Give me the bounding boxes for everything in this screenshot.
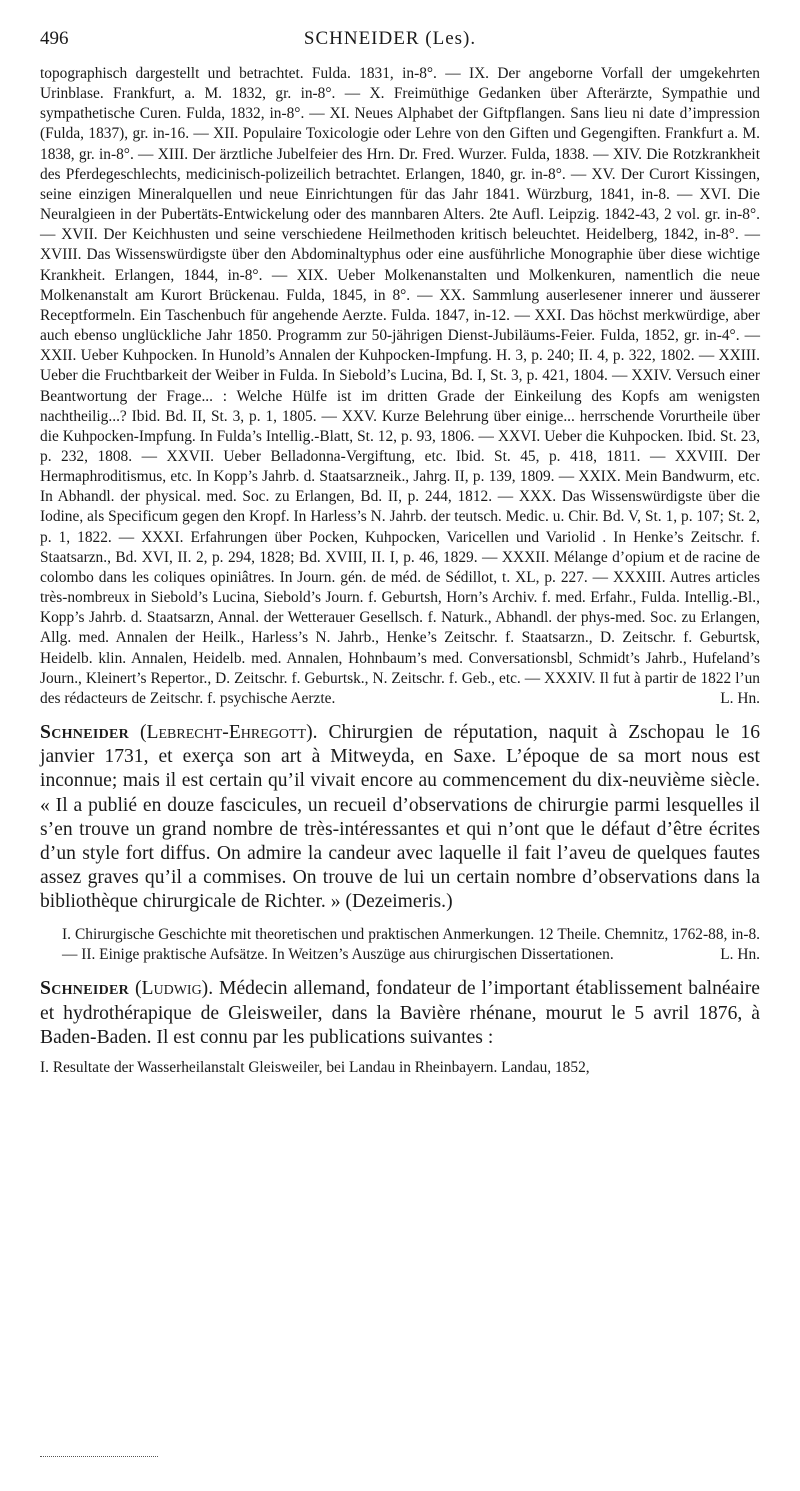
entry-ludwig-paragraph	[40, 977, 760, 1050]
entry-body: Médecin allemand, fondateur de l’important établissement balnéaire et hydrothérapique de Gleisweiler, dans la Bavière rhénane, mourut le 5 avril 1876, à Baden-Baden. Il est connu par les publications suivantes :	[40, 978, 760, 1048]
entry-body: Chirurgien de réputation, naquit à Zschopau le 16 janvier 1731, et exerça son art à Mitweyda, en Saxe. L’époque de sa mort nous est inconnue; mais il est certain qu’il vivait encore au commencement du dix-neuvième siècle. « Il a publié en douze fascicules, un recueil d’observations de chirurgie parmi lesquelles il s’en trouve un grand nombre de très-intéressantes et qui n’ont que le défaut d’être écrites d’un style fort diffus. On admire la candeur avec laquelle il fait l’aveu de quelques fautes assez graves qu’il a commises. On trouve de lui un certain nombre d’observations dans la bibliothèque chirurgicale de Richter. » (Dezeimeris.)	[40, 722, 760, 913]
author-signature: L. Hn.	[720, 946, 760, 964]
entry-ludwig	[40, 977, 760, 1050]
bibliography-text: topographisch dargestellt und betrachtet. Fulda. 1831, in-8°. — IX. Der angeborne Vorfall der umgekehrten Urinblase. Frankfurt, a. M. 1832, gr. in-8°. — X. Freimüthige Gedanken über Afterärzte, Sympathie und sympathetische Curen. Fulda, 1832, in-8°. — XI. Neues Alphabet der Giftpflangen. Sans lieu ni date d’impression (Fulda, 1837), gr. in-16. — XII. Populaire Toxicologie oder Lehre von den Giften und Gegengiften. Frankfurt a. M. 1838, gr. in-8°. — XIII. Der ärztliche Jubelfeier des Hrn. Dr. Fred. Wurzer. Fulda, 1838. — XIV. Die Rotzkrankheit des Pferdegeschlechts, medicinisch-polizeilich betrachtet. Erlangen, 1840, gr. in-8°. — XV. Der Curort Kissingen, seine einzigen Mineralquellen und neue Einrichtungen für das Jahr 1841. Würzburg, 1841, in-8. — XVI. Die Neuralgieen in der Pubertäts-Entwickelung oder des mannbaren Alters. 2te Aufl. Leipzig. 1842-43, 2 vol. gr. in-8°. — XVII. Der Keichhusten und seine verschiedene Heilmethoden kritisch beleuchtet. Heidelberg, 1842, in-8°. — XVIII. Das Wissenswürdigste über den Abdominaltyphus oder eine ausführliche Monographie über diese wichtige Krankheit. Erlangen, 1844, in-8°. — XIX. Ueber Molkenanstalten und Molkenkuren, namentlich die neue Molkenanstalt am Kurort Brückenau. Fulda, 1845, in 8°. — XX. Sammlung auserlesener innerer und äusserer Receptformeln. Ein Taschenbuch für angehende Aerzte. Fulda. 1847, in-12. — XXI. Das höchst merkwürdige, aber auch ebenso unglückliche Jahr 1850. Programm zur 50-jährigen Dienst-Jubiläums-Feier. Fulda, 1852, gr. in-4°. — XXII. Ueber Kuhpocken. In Hunold’s Annalen der Kuhpocken-Impfung. H. 3, p. 240; II. 4, p. 322, 1802. — XXIII. Ueber die Fruchtbarkeit der Weiber in Fulda. In Siebold’s Lucina, Bd. I, St. 3, p. 421, 1804. — XXIV. Versuch einer Beantwortung der Frage... : Welche Hülfe ist im dritten Grade der Einkeilung des Kopfs am wenigsten nachtheilig...? Ibid. Bd. II, St. 3, p. 1, 1805. — XXV. Kurze Belehrung über einige... herrschende Vorurtheile über die Kuhpocken-Impfung. In Fulda’s Intellig.-Blatt, St. 12, p. 93, 1806. — XXVI. Ueber die Kuhpocken. Ibid. St. 23, p. 232, 1808. — XXVII. Ueber Belladonna-Vergiftung, etc. Ibid. St. 45, p. 418, 1811. — XXVIII. Der Hermaphroditismus, etc. In Kopp’s Jahrb. d. Staatsarzneik., Jahrg. II, p. 139, 1809. — XXIX. Mein Bandwurm, etc. In Abhandl. der physical. med. Soc. zu Erlangen, Bd. II, p. 244, 1812. — XXX. Das Wissenswürdigste über die Iodine, als Specificum gegen den Kropf. In Harless’s N. Jahrb. der teutsch. Medic. u. Chir. Bd. V, St. 1, p. 107; St. 2, p. 1, 1822. — XXXI. Erfahrungen über Pocken, Kuhpocken, Varicellen und Variolid . In Henke’s Zeitschr. f. Staatsarzn., Bd. XVI, II. 2, p. 294, 1828; Bd. XVIII, II. I, p. 46, 1829. — XXXII. Mélange d’opium et de racine de colombo dans les coliques opiniâtres. In Journ. gén. de méd. de Sédillot, t. XL, p. 227. — XXXIII. Autres articles très-nombreux in Siebold’s Lucina, Siebold’s Journ. f. Geburtsh, Horn’s Archiv. f. med. Erfahr., Fulda. Intellig.-Bl., Kopp’s Jahrb. d. Staatsarzn, Annal. der Wetterauer Gesellsch. f. Naturk., Abhandl. der phys-med. Soc. zu Erlangen, Allg. med. Annalen der Heilk., Harless’s N. Jahrb., Henke’s Zeitschr. f. Staatsarzn., D. Zeitschr. f. Geburtsk, Heidelb. klin. Annalen, Heidelb. med. Annalen, Hohnbaum’s med. Conversationsbl, Schmidt’s Jahrb., Hufeland’s Journ., Kleinert’s Repertor., D. Zeitschr. f. Geburtsk., N. Zeitschr. f. Geb., etc. — XXXIV. Il fut à partir de 1822 l’un des rédacteurs de Zeitschr. f. psychische Aerzte.	[40, 65, 760, 707]
entry-lebrecht-paragraph	[40, 721, 760, 915]
works-list: I. Resultate der Wasserheilanstalt Gleisweiler, bei Landau in Rheinbayern. Landau, 1852,	[40, 1059, 590, 1077]
author-signature: L. Hn.	[720, 689, 760, 707]
entry-lebrecht-works-paragraph	[62, 925, 760, 966]
entry-headword: Schneider	[40, 978, 130, 1000]
entry-given-names: (Ludwig).	[134, 978, 214, 1000]
footnote-rule	[40, 1456, 158, 1457]
page-header	[40, 28, 760, 58]
continued-bibliography-text	[40, 64, 760, 709]
running-head: SCHNEIDER (Les).	[303, 28, 477, 49]
works-list: I. Chirurgische Geschichte mit theoretischen und praktischen Anmerkungen. 12 Theile. Chemnitz, 1762-88, in-8. — II. Einige praktische Aufsätze. In Weitzen’s Auszüge aus chirurgischen Dissertationen.	[62, 925, 760, 964]
entry-ludwig-works	[40, 1058, 760, 1078]
entry-headword: Schneider	[40, 722, 130, 743]
entry-given-names: (Lebrecht-Ehregott).	[140, 722, 318, 743]
entry-lebrecht-works	[40, 925, 760, 966]
page-number: 496	[40, 28, 69, 49]
continued-bibliography	[40, 64, 760, 709]
entry-lebrecht	[40, 721, 760, 915]
